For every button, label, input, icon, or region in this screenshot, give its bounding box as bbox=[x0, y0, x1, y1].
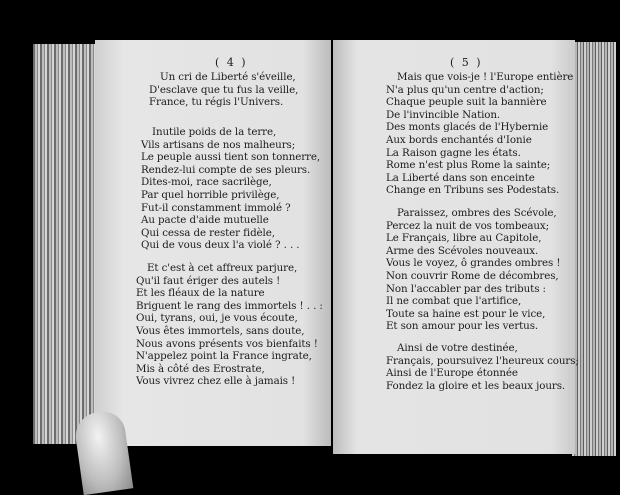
verse-line: De l'invincible Nation. bbox=[386, 108, 501, 121]
stanza bbox=[136, 262, 323, 388]
verse-line: Et c'est à cet affreux parjure, bbox=[147, 262, 298, 274]
verse-line: Mis à côté des Erostrate, bbox=[136, 362, 265, 375]
stanza bbox=[386, 71, 573, 197]
verse-line: Il ne combat que l'artifice, bbox=[386, 295, 522, 308]
verse-line: La Raison gagne les états. bbox=[386, 146, 521, 159]
verse-line: Un cri de Liberté s'éveille, bbox=[160, 71, 296, 83]
verse-line: N'a plus qu'un centre d'action; bbox=[386, 83, 544, 96]
verse-line: France, tu régis l'Univers. bbox=[149, 96, 284, 109]
stanza bbox=[386, 207, 560, 333]
verse-line: Fondez la gloire et les beaux jours. bbox=[386, 379, 566, 392]
verse-line: Oui, tyrans, oui, je vous écoute, bbox=[136, 312, 298, 325]
page-number: ( 4 ) bbox=[215, 56, 248, 69]
verse-line: Percez la nuit de vos tombeaux; bbox=[386, 219, 549, 232]
verse-line: Chaque peuple suit la bannière bbox=[386, 96, 547, 109]
verse-line: Toute sa haine est pour le vice, bbox=[386, 307, 546, 320]
verse-line: Rome n'est plus Rome la sainte; bbox=[386, 159, 551, 172]
verse-line: Vils artisans de nos malheurs; bbox=[141, 138, 296, 151]
verse-line: La Liberté dans son enceinte bbox=[386, 171, 535, 184]
verse-line: Briguent le rang des immortels ! . . : bbox=[136, 299, 323, 312]
verse-line: Qu'il faut ériger des autels ! bbox=[136, 274, 281, 287]
verse-line: N'appelez point la France ingrate, bbox=[136, 350, 312, 363]
verse-line: Et son amour pour les vertus. bbox=[386, 320, 539, 333]
verse-line: Aux bords enchantés d'Ionie bbox=[386, 133, 532, 146]
page-edges-right bbox=[572, 42, 616, 456]
verse-line: Ainsi de votre destinée, bbox=[397, 342, 518, 354]
verse-line: Qui de vous deux l'a violé ? . . . bbox=[141, 239, 300, 252]
verse-line: Fut-il constamment immolé ? bbox=[141, 201, 291, 214]
verse-line: Vous vivrez chez elle à jamais ! bbox=[136, 375, 296, 388]
verse-line: Au pacte d'aide mutuelle bbox=[141, 214, 269, 227]
verse-line: Vous le voyez, ô grandes ombres ! bbox=[386, 257, 561, 270]
verse-line: Rendez-lui compte de ses pleurs. bbox=[141, 163, 311, 176]
verse-line: Mais que vois-je ! l'Europe entière bbox=[397, 71, 574, 83]
verse-line: Inutile poids de la terre, bbox=[152, 126, 277, 138]
verse-line: Par quel horrible privilège, bbox=[141, 188, 280, 201]
verse-line: Arme des Scévoles nouveaux. bbox=[386, 244, 539, 257]
stanza bbox=[149, 71, 298, 109]
verse-line: Le Français, libre au Capitole, bbox=[386, 232, 542, 245]
verse-line: Qui cessa de rester fidèle, bbox=[141, 226, 275, 239]
page-number: ( 5 ) bbox=[450, 56, 483, 69]
verse-line: Dites-moi, race sacrilège, bbox=[141, 176, 272, 189]
verse-line: Et les fléaux de la nature bbox=[136, 287, 265, 300]
verse-line: Change en Tribuns ses Podestats. bbox=[386, 184, 560, 197]
verse-line: Vous êtes immortels, sans doute, bbox=[136, 324, 305, 337]
verse-line: D'esclave que tu fus la veille, bbox=[149, 83, 299, 96]
verse-line: Paraissez, ombres des Scévole, bbox=[397, 207, 557, 219]
left-page bbox=[95, 40, 331, 446]
verse-line: Le peuple aussi tient son tonnerre, bbox=[141, 151, 321, 164]
verse-line: Non couvrir Rome de décombres, bbox=[386, 269, 559, 282]
verse-line: Ainsi de l'Europe étonnée bbox=[386, 367, 518, 380]
verse-line: Nous avons présents vos bienfaits ! bbox=[136, 337, 318, 350]
verse-line: Français, poursuivez l'heureux cours; bbox=[386, 354, 579, 367]
right-page bbox=[333, 40, 579, 454]
stanza bbox=[386, 342, 579, 392]
page-edges-left bbox=[33, 44, 97, 444]
stanza bbox=[141, 126, 320, 252]
verse-line: Non l'accabler par des tributs : bbox=[386, 282, 546, 295]
verse-line: Des monts glacés de l'Hybernie bbox=[386, 121, 549, 134]
